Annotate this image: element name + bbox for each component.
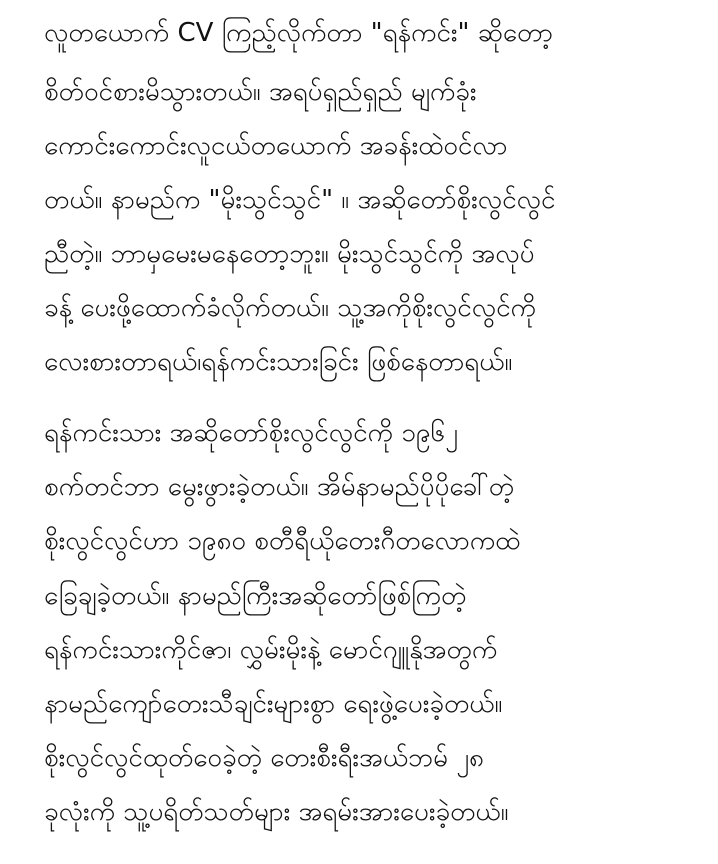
text-line: ရန်ကင်းသားကိုင်ဇာ၊ လွှမ်းမိုးနဲ့ မောင်ဂျူနိုအတွက် (44, 635, 498, 665)
text-line: လူတယောက် CV ကြည့်လိုက်တာ "ရန်ကင်း" ဆိုတော့ (44, 18, 553, 48)
text-line: လေးစားတာရယ်၊ရန်ကင်းသားခြင်း ဖြစ်နေတာရယ်။ (44, 347, 513, 377)
text-line: ခန့် ပေးဖို့ထောက်ခံလိုက်တယ်။ သူ့အကိုစိုးလွင်လွင်ကို (44, 293, 536, 323)
text-line: ကောင်းကောင်းလူငယ်တယောက် အခန်းထဲဝင်လာ (44, 131, 508, 161)
text-line: စိတ်ဝင်စားမိသွားတယ်။ အရပ်ရှည်ရှည် မျက်ခုံး (44, 77, 477, 107)
text-line: စိုးလွင်လွင်ထုတ်ဝေခဲ့တဲ့ တေးစီးရီးအယ်ဘမ် ၂၈ (44, 743, 484, 773)
text-line: စိုးလွင်လွင်ဟာ ၁၉၈၀ စတီရီယိုတေးဂီတလောကထဲ (44, 526, 521, 556)
text-line: ညီတဲ့။ ဘာမှမေးမနေတော့ဘူး။ မိုးသွင်သွင်ကို အလုပ် (44, 239, 535, 269)
text-line: ခြေချခဲ့တယ်။ နာမည်ကြီးအဆိုတော်ဖြစ်ကြတဲ့ (44, 581, 467, 611)
text-line: ရန်ကင်းသား အဆိုတော်စိုးလွင်လွင်ကို ၁၉၆၂ (44, 418, 458, 448)
text-line: နာမည်ကျော်တေးသီချင်းများစွာ ရေးဖွဲ့ပေးခဲ့တယ်။ (44, 689, 503, 719)
text-line: စက်တင်ဘာ မွေးဖွားခဲ့တယ်။ အိမ်နာမည်ပိုပိုခေါ်တဲ့ (44, 472, 515, 502)
text-line: ခုလုံးကို သူ့ပရိတ်သတ်များ အရမ်းအားပေးခဲ့တယ်။ (44, 797, 509, 827)
text-line: တယ်။ နာမည်က "မိုးသွင်သွင်" ။ အဆိုတော်စိုးလွင်လွင် (44, 185, 556, 215)
